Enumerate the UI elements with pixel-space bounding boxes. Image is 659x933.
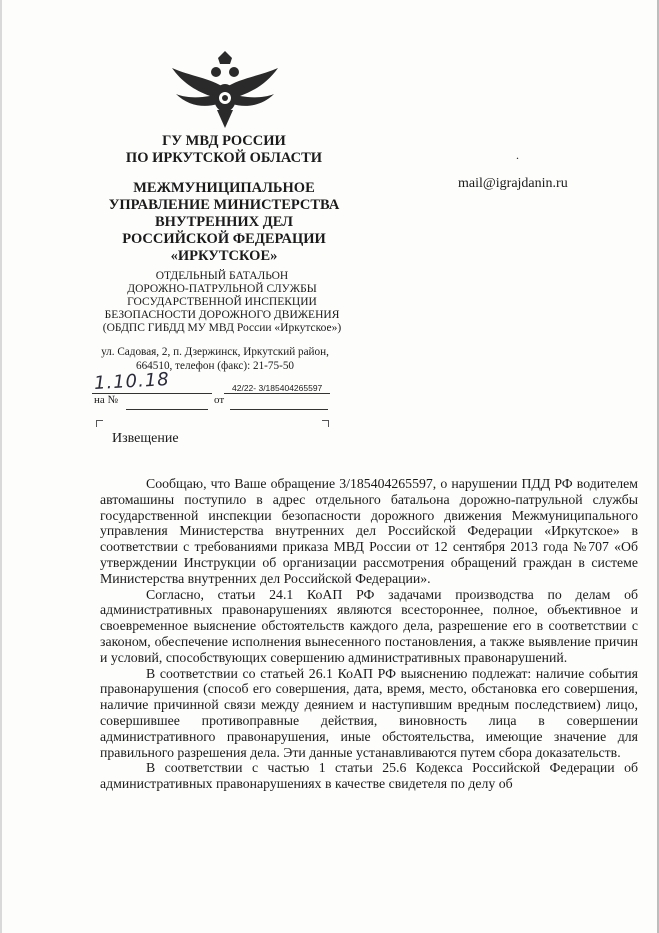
paragraph-1: Сообщаю, что Ваше обращение 3/185404265597, о нарушении ПДД РФ водителем автомашины поступило в адрес отдельного батальона дорожно-патрульной службы государственной инспекции безопасности дорожного движения Межмуниципального управления Министерства внутренних дел Российской Федерации «Иркутское» в соответствии с требованиями приказа МВД России от 12 сентября 2013 года №707 «Об утверждении Инструкции об организации рассмотрения обращений граждан в системе Министерства внутренних дел Российской Федерации». [100,476,638,586]
dept-name-line4: РОССИЙСКОЙ ФЕДЕРАЦИИ [122,231,326,247]
unit-name-line5: (ОБДПС ГИБДД МУ МВД России «Иркутское») [102,322,342,334]
org-name-line2: ПО ИРКУТСКОЙ ОБЛАСТИ [125,150,323,166]
ref-number-label: на № [94,394,119,406]
dept-name-line3: ВНУТРЕННИХ ДЕЛ [155,214,293,230]
registration-number: 42/22- 3/185404265597 [232,383,323,393]
recipient-mark: . [516,148,519,162]
corner-mark-left [96,420,103,427]
number-underline [224,393,330,394]
paragraph-4: В соответствии с частью 1 статьи 25.6 Кодекса Российской Федерации об административных правонарушениях в качестве свидетеля по делу об [100,760,638,792]
dept-name-line5: «ИРКУТСКОЕ» [170,248,278,264]
address-line2: 664510, телефон (факс): 21-75-50 [135,360,295,372]
recipient-email: mail@igrajdanin.ru [458,176,568,191]
ref-date-underline [230,409,328,410]
letter-body [100,476,638,792]
paragraph-3: В соответствии со статьей 26.1 КоАП РФ выяснению подлежат: наличие события правонарушения (способ его совершения, дата, время, место, обстановка его совершения, наличие причинной связи между деянием и наступившим вредным последствием) лицо, совершившее противоправные действия, виновность лица в совершении административного правонарушения, иные обстоятельства, имеющие значение для правильного разрешения дела. Эти данные устанавливаются путем сбора доказательств. [100,665,638,760]
unit-name-line1: ОТДЕЛЬНЫЙ БАТАЛЬОН [155,270,289,282]
org-name-line1: ГУ МВД РОССИИ [162,133,286,149]
ref-date-label: от [214,394,225,406]
unit-name-line2: ДОРОЖНО-ПАТРУЛЬНОЙ СЛУЖБЫ [127,283,317,295]
double-headed-eagle-emblem-icon [170,48,280,130]
unit-name-line3: ГОСУДАРСТВЕННОЙ ИНСПЕКЦИИ [127,296,317,308]
dept-name-line2: УПРАВЛЕНИЕ МИНИСТЕРСТВА [108,197,340,213]
address-line1: ул. Садовая, 2, п. Дзержинск, Иркутский район, [101,346,329,358]
unit-name-line4: БЕЗОПАСНОСТИ ДОРОЖНОГО ДВИЖЕНИЯ [104,309,340,321]
corner-mark-right [322,420,329,427]
dept-name-line1: МЕЖМУНИЦИПАЛЬНОЕ [133,180,315,196]
handwritten-date: 1.10.18 [93,369,171,394]
ref-number-underline [126,409,208,410]
paragraph-2: Согласно, статьи 24.1 КоАП РФ задачами производства по делам об административных правонарушениях являются всестороннее, полное, объективное и своевременное выяснение обстоятельств каждого дела, разрешение его в соответствии с законом, обеспечение исполнения вынесенного постановления, а также выявление причин и условий, способствующих совершению административных правонарушений. [100,586,638,665]
notice-title: Извещение [112,431,179,446]
